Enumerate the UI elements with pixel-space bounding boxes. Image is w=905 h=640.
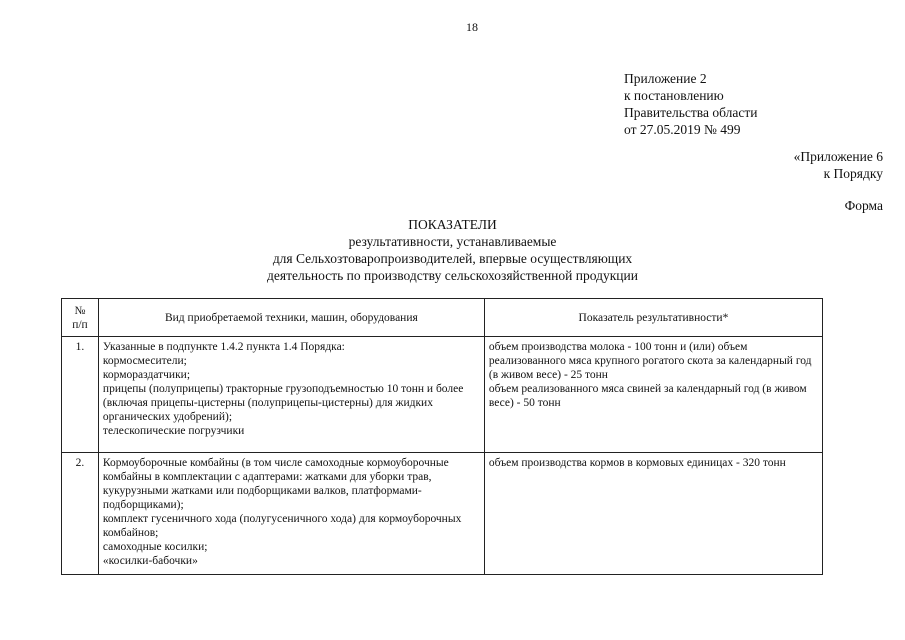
equipment-cell: [98, 337, 484, 453]
title-line: для Сельхозтоваропроизводителей, впервые осуществляющих: [272, 251, 633, 266]
table-header-row: [62, 299, 823, 337]
indicator-cell: [484, 337, 822, 453]
equipment-cell: [98, 453, 484, 575]
table-row: [62, 337, 823, 453]
appendix-line: к постановлению: [624, 88, 724, 103]
header-indicator: Показатель результативности*: [484, 299, 822, 337]
indicator-line: объем производства молока - 100 тонн и (или) объем реализованного мяса крупного рогатого скота за календарный год (в живом весе) - 25 тонн: [488, 341, 812, 381]
equipment-line: Кормоуборочные комбайны (в том числе самоходные кормоуборочные комбайны в комплектации с адаптерами: жатками для уборки трав, кукурузными жатками или подборщиками валков, платформами-подборщиками);: [102, 457, 449, 511]
header-number: [62, 299, 99, 337]
equipment-line: телескопические погрузчики: [102, 425, 245, 437]
appendix-line: Приложение 2: [624, 71, 707, 86]
row-number: 2.: [62, 453, 99, 575]
appendix-reference: [624, 70, 757, 138]
indicator-line: объем реализованного мяса свиней за календарный год (в живом весе) - 50 тонн: [488, 383, 807, 409]
equipment-line: прицепы (полуприцепы) тракторные грузоподъемностью 10 тонн и более (включая прицепы-цистерны (полуприцепы-цистерны) для жидких органических удобрений);: [102, 383, 464, 423]
indicator-line: объем производства кормов в кормовых единицах - 320 тонн: [488, 457, 786, 469]
equipment-line: комплект гусеничного хода (полугусеничного хода) для кормоуборочных комбайнов;: [102, 513, 462, 539]
previous-appendix-line: к Порядку: [823, 166, 883, 181]
equipment-line: Указанные в подпункте 1.4.2 пункта 1.4 Порядка:: [102, 341, 345, 353]
header-equipment: Вид приобретаемой техники, машин, оборудования: [98, 299, 484, 337]
equipment-line: «косилки-бабочки»: [102, 555, 198, 567]
table-row: [62, 453, 823, 575]
appendix-line: Правительства области: [624, 105, 758, 120]
header-number-line: №: [74, 304, 86, 317]
title-line: ПОКАЗАТЕЛИ: [408, 217, 497, 232]
header-number-line: п/п: [72, 318, 88, 331]
previous-appendix-line: «Приложение 6: [793, 149, 883, 164]
equipment-line: кормораздатчики;: [102, 369, 191, 381]
previous-appendix-reference: [794, 148, 883, 182]
appendix-line: от 27.05.2019 № 499: [624, 122, 741, 137]
document-title: [0, 216, 905, 284]
form-label: Форма: [844, 198, 883, 213]
indicators-table: [61, 298, 823, 575]
page-number: 18: [466, 20, 478, 34]
row-number: 1.: [62, 337, 99, 453]
indicator-cell: [484, 453, 822, 575]
equipment-line: кормосмесители;: [102, 355, 187, 367]
equipment-line: самоходные косилки;: [102, 541, 208, 553]
title-line: деятельность по производству сельскохозяйственной продукции: [267, 268, 638, 283]
title-line: результативности, устанавливаемые: [348, 234, 557, 249]
